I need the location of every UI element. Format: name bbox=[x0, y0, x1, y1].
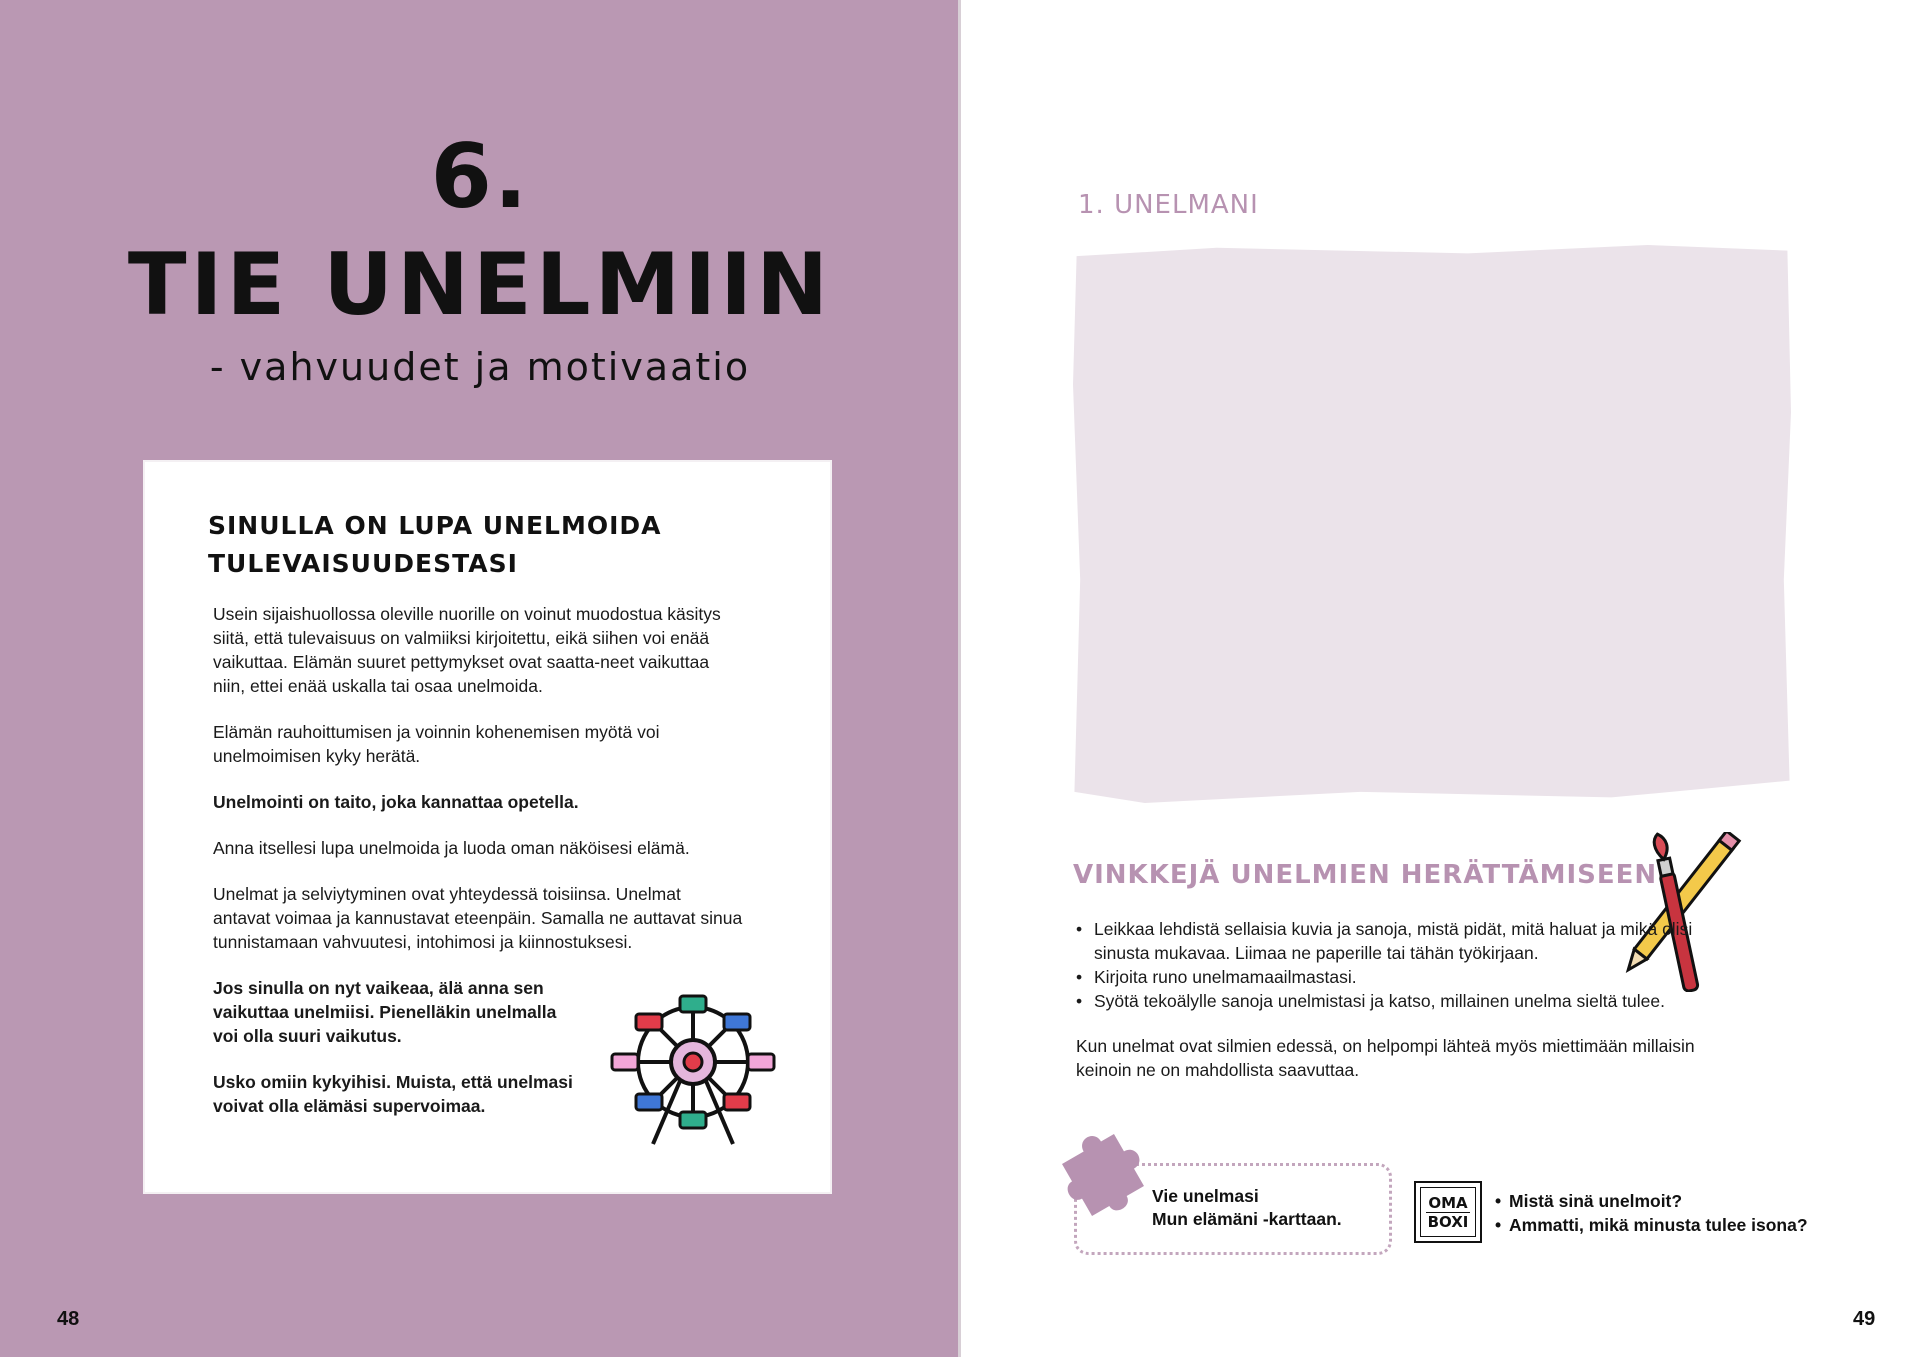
box-heading-line: TULEVAISUUDESTASI bbox=[208, 549, 518, 578]
chapter-number: 6. bbox=[430, 125, 530, 228]
omaboxi-logo-inner bbox=[1420, 1187, 1476, 1237]
paragraph-bold: Usko omiin kykyihisi. Muista, että unelmasi voivat olla elämäsi supervoimaa. bbox=[213, 1072, 573, 1116]
page-number-left: 48 bbox=[57, 1308, 80, 1330]
tips-list bbox=[1076, 917, 1716, 1013]
dream-drawing-area[interactable] bbox=[1073, 245, 1791, 803]
list-item: • Syötä tekoälylle sanoja unelmistasi ja katso, millainen unelma sieltä tulee. bbox=[1076, 989, 1716, 1013]
omaboxi-logo-top: OMA bbox=[1428, 1193, 1468, 1212]
puzzle-piece-icon bbox=[1053, 1125, 1153, 1225]
box-heading bbox=[208, 507, 768, 583]
omaboxi-logo-bottom: BOXI bbox=[1427, 1212, 1469, 1231]
tips-note: Kun unelmat ovat silmien edessä, on helpompi lähteä myös miettimään millaisin keinoin ne on mahdollista saavuttaa. bbox=[1076, 1036, 1695, 1080]
ferris-wheel-icon bbox=[608, 994, 778, 1154]
page-number-right: 49 bbox=[1853, 1308, 1876, 1330]
right-page bbox=[961, 0, 1920, 1357]
map-callout-line: Mun elämäni -karttaan. bbox=[1152, 1209, 1342, 1229]
box-heading-line: SINULLA ON LUPA UNELMOIDA bbox=[208, 511, 662, 540]
list-item: • Kirjoita runo unelmamaailmastasi. bbox=[1076, 965, 1716, 989]
omaboxi-questions bbox=[1495, 1189, 1808, 1237]
intro-text-box bbox=[145, 462, 830, 1192]
chapter-title: TIE UNELMIIN bbox=[127, 235, 833, 335]
chapter-subtitle: - vahvuudet ja motivaatio bbox=[209, 345, 751, 389]
map-callout-text bbox=[1152, 1185, 1342, 1231]
paragraph: Elämän rauhoittumisen ja voinnin kohenemisen myötä voi unelmoimisen kyky herätä. bbox=[213, 722, 660, 766]
omaboxi-logo bbox=[1414, 1181, 1482, 1243]
section-title-unelmani: 1. UNELMANI bbox=[1078, 190, 1259, 220]
tips-title: VINKKEJÄ UNELMIEN HERÄTTÄMISEEN bbox=[1073, 860, 1658, 890]
paragraph: Unelmat ja selviytyminen ovat yhteydessä toisiinsa. Unelmat antavat voimaa ja kannustavat eteenpäin. Samalla ne auttavat sinua tunnistamaan vahvuutesi, intohimosi ja kiinnostuksesi. bbox=[213, 884, 743, 952]
map-callout-line: Vie unelmasi bbox=[1152, 1186, 1259, 1206]
paragraph-bold: Jos sinulla on nyt vaikeaa, älä anna sen vaikuttaa unelmiisi. Pienelläkin unelmalla voi olla suuri vaikutus. bbox=[213, 978, 557, 1046]
paragraph: Usein sijaishuollossa oleville nuorille on voinut muodostua käsitys siitä, että tulevaisuus on valmiiksi kirjoitettu, eikä siihen voi enää vaikuttaa. Elämän suuret pettymykset ovat saatta-neet vaikuttaa niin, ettei enää uskalla tai osaa unelmoida. bbox=[213, 604, 721, 696]
list-item: • Ammatti, mikä minusta tulee isona? bbox=[1495, 1213, 1808, 1237]
paragraph: Anna itsellesi lupa unelmoida ja luoda oman näköisesi elämä. bbox=[213, 838, 690, 858]
list-item: • Leikkaa lehdistä sellaisia kuvia ja sanoja, mistä pidät, mitä haluat ja mikä olisi sinusta mukavaa. Liimaa ne paperille tai tähän työkirjaan. bbox=[1076, 917, 1716, 965]
paragraph-bold: Unelmointi on taito, joka kannattaa opetella. bbox=[213, 792, 579, 812]
list-item: • Mistä sinä unelmoit? bbox=[1495, 1189, 1808, 1213]
